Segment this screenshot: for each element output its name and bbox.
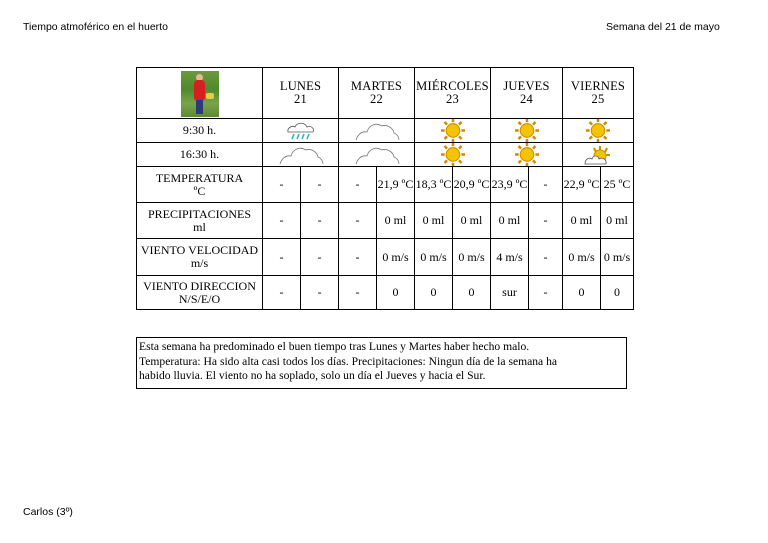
value-cell: 0: [377, 276, 415, 310]
row-label-unit: ml: [193, 219, 206, 234]
value-cell: -: [339, 276, 377, 310]
time-row: [137, 119, 634, 143]
value-cell: -: [263, 167, 301, 203]
value-cell: 0 m/s: [415, 239, 453, 276]
day-name: JUEVES: [503, 79, 550, 93]
sun-icon: [415, 143, 490, 166]
summary-line: Temperatura: Ha sido alta casi todos los días. Precipitaciones: Ningun día de la semana ha: [139, 354, 558, 368]
weather-icon-cell: [491, 143, 563, 167]
row-label: [137, 167, 263, 203]
weather-icon-cell: [263, 119, 339, 143]
row-label-unit: m/s: [190, 256, 209, 270]
value-cell: -: [339, 239, 377, 276]
data-row: [137, 276, 634, 310]
value-cell: 0 ml: [601, 203, 634, 239]
day-name: LUNES: [279, 79, 322, 93]
day-name: VIERNES: [570, 79, 626, 93]
sun-icon: [491, 143, 562, 166]
sun-icon: [491, 119, 562, 142]
value-cell: 0 ml: [415, 203, 453, 239]
day-header-tuesday: [339, 68, 415, 119]
row-label-unit: ºC: [193, 183, 206, 198]
value-cell: -: [301, 167, 339, 203]
value-cell: 0: [453, 276, 491, 310]
day-name: MARTES: [350, 79, 403, 93]
value-cell: 0 m/s: [563, 239, 601, 276]
week-label: Semana del 21 de mayo: [606, 21, 720, 33]
data-row: [137, 203, 634, 239]
day-header-thursday: [491, 68, 563, 119]
value-cell: 0: [563, 276, 601, 310]
day-number: 22: [370, 92, 383, 106]
days-header-row: [137, 68, 634, 119]
value-cell: -: [339, 203, 377, 239]
weather-icon-cell: [415, 143, 491, 167]
row-label: [137, 239, 263, 276]
value-cell: 4 m/s: [491, 239, 529, 276]
row-label-title: VIENTO DIRECCION: [143, 278, 256, 293]
day-header-friday: [563, 68, 634, 119]
value-cell: 20,9 ºC: [453, 167, 491, 203]
weather-icon-cell: [263, 143, 339, 167]
value-cell: 0 ml: [491, 203, 529, 239]
value-cell: 0 m/s: [377, 239, 415, 276]
day-name: MIÉRCOLES: [416, 79, 489, 93]
weather-icon-cell: [563, 119, 634, 143]
value-cell: -: [529, 239, 563, 276]
author-label: Carlos (3º): [23, 506, 73, 518]
cloud-icon: [339, 144, 414, 166]
day-header-monday: [263, 68, 339, 119]
time-label: 9:30 h.: [137, 119, 263, 143]
day-number: 24: [520, 92, 533, 106]
value-cell: -: [301, 239, 339, 276]
summary-line: Esta semana ha predominado el buen tiempo tras Lunes y Martes haber hecho malo.: [139, 340, 530, 353]
value-cell: -: [529, 203, 563, 239]
value-cell: 0 m/s: [453, 239, 491, 276]
summary-line: habido lluvia. El viento no ha soplado, solo un día el Jueves y hacia el Sur.: [139, 369, 486, 382]
day-number: 25: [591, 92, 605, 106]
day-header-wednesday: [415, 68, 491, 119]
data-row: [137, 239, 634, 276]
garden-photo: [181, 71, 219, 117]
value-cell: 0: [415, 276, 453, 310]
rain-cloud-icon: [263, 120, 338, 142]
value-cell: -: [263, 203, 301, 239]
day-number: 21: [294, 92, 307, 106]
value-cell: 0 ml: [377, 203, 415, 239]
value-cell: 0 ml: [453, 203, 491, 239]
value-cell: 23,9 ºC: [491, 167, 529, 203]
value-cell: -: [301, 276, 339, 310]
sun-icon: [563, 119, 633, 142]
weather-icon-cell: [339, 143, 415, 167]
row-label-unit: N/S/E/O: [178, 291, 221, 306]
value-cell: -: [263, 276, 301, 310]
value-cell: 22,9 ºC: [563, 167, 601, 203]
row-label-title: PRECIPITACIONES: [147, 206, 252, 221]
value-cell: -: [529, 167, 563, 203]
day-number: 23: [446, 92, 459, 106]
value-cell: -: [339, 167, 377, 203]
sun-icon: [415, 119, 490, 142]
weather-icon-cell: [415, 119, 491, 143]
value-cell: 0 m/s: [601, 239, 634, 276]
row-label: [137, 203, 263, 239]
weather-icon-cell: [491, 119, 563, 143]
weather-icon-cell: [563, 143, 634, 167]
row-label: [137, 276, 263, 310]
value-cell: 0 ml: [563, 203, 601, 239]
value-cell: 21,9 ºC: [377, 167, 415, 203]
photo-cell: [137, 68, 263, 119]
value-cell: -: [263, 239, 301, 276]
value-cell: 25 ºC: [601, 167, 634, 203]
row-label-title: VIENTO VELOCIDAD: [140, 243, 259, 257]
cloud-icon: [263, 144, 338, 166]
time-label: 16:30 h.: [137, 143, 263, 167]
weekly-summary: [136, 337, 627, 389]
value-cell: sur: [491, 276, 529, 310]
row-label-title: TEMPERATURA: [155, 170, 244, 185]
cloud-icon: [339, 120, 414, 142]
value-cell: -: [529, 276, 563, 310]
weather-table: [136, 67, 634, 310]
document-title: Tiempo atmoférico en el huerto: [23, 21, 168, 33]
value-cell: 0: [601, 276, 634, 310]
weather-icon-cell: [339, 119, 415, 143]
sun-cloud-icon: [563, 144, 633, 166]
time-row: [137, 143, 634, 167]
value-cell: -: [301, 203, 339, 239]
value-cell: 18,3 ºC: [415, 167, 453, 203]
data-row: [137, 167, 634, 203]
